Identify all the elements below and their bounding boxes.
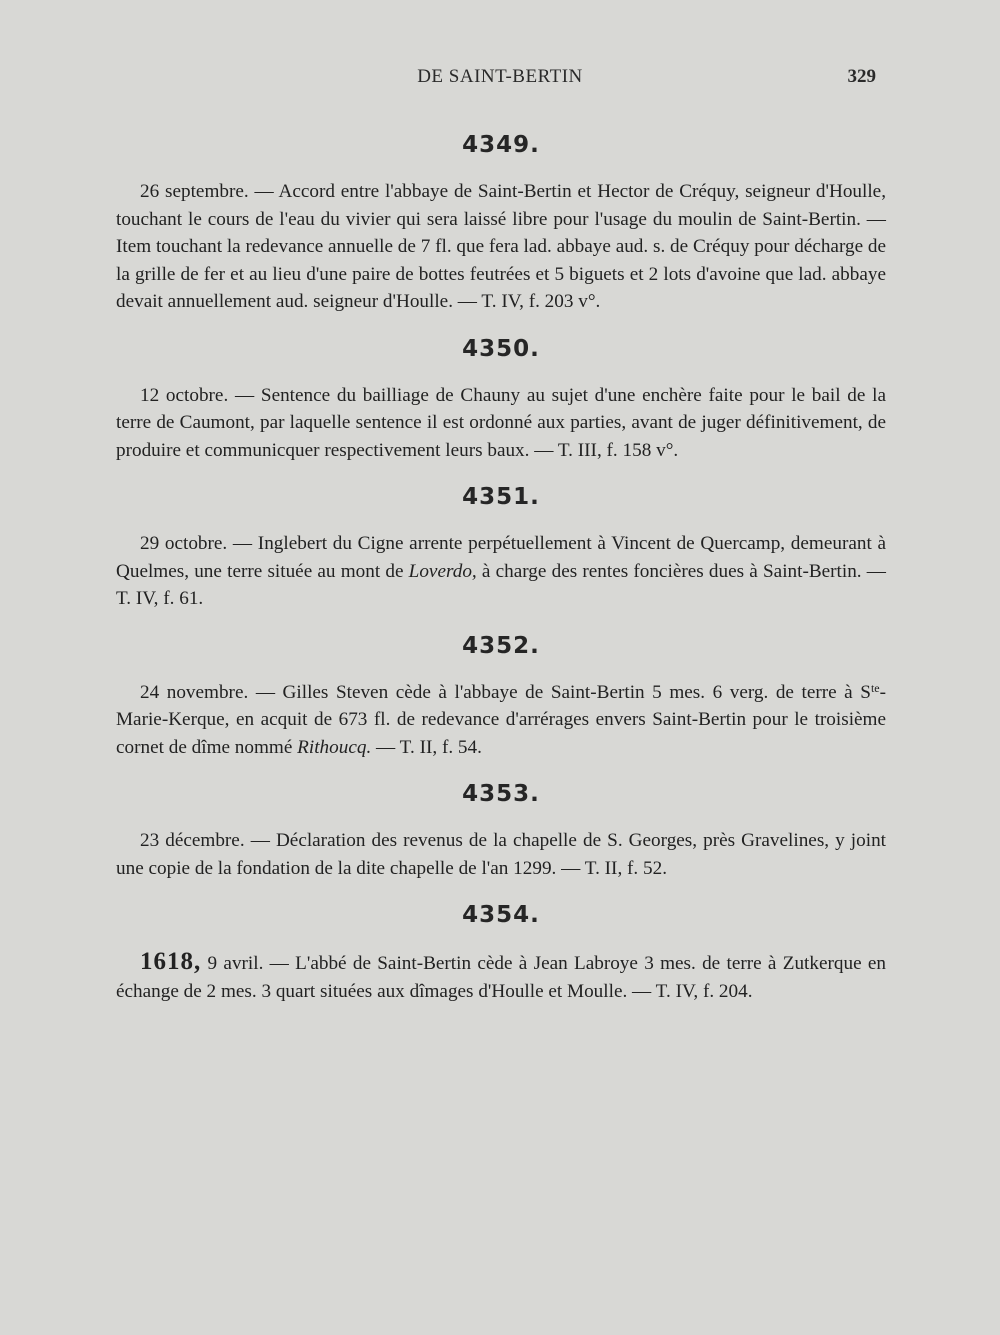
place-name-italic: Loverdo, [408,560,477,582]
entry-number: 4352. [462,632,540,659]
entry-4352 [116,631,886,762]
entry-4349 [116,130,886,316]
entry-text: 26 septembre. — Accord entre l'abbaye de Saint-Bertin et Hector de Créquy, seigneur d'Houlle, touchant le cours de l'eau du vivier qui sera laissé libre pour l'usage du moulin de Saint-Bertin. — Item touchant la redevance annuelle de 7 fl. que fera lad. abbaye aud. s. de Créquy pour décharge de la grille de fer et au lieu d'une paire de bottes feutrées et 5 biguets et 2 lots d'avoine que lad. abbaye devait annuellement aud. seigneur d'Houlle. — T. IV, f. 203 v°. [116,181,887,312]
entry-text: 23 décembre. — Déclaration des revenus de la chapelle de S. Georges, près Gravelines, y joint une copie de la fondation de la dite chapelle de l'an 1299. — T. II, f. 52. [116,830,886,879]
entry-text [116,679,886,762]
entry-text: 12 octobre. — Sentence du bailliage de Chauny au sujet d'une enchère faite pour le bail de la terre de Caumont, par laquelle sentence il est ordonné aux parties, avant de juger définitivement, de produire et communicquer respectivement leurs baux. — T. III, f. 158 v°. [116,384,886,461]
entry-4350 [116,334,886,465]
running-title: DE SAINT-BERTIN [417,66,583,87]
tithe-name-italic: Rithoucq. [297,736,372,758]
entry-number: 4350. [462,335,540,362]
superscript: te [870,680,880,695]
entry-text-part: 24 novembre. — Gilles Steven cède à l'abbaye de Saint-Bertin 5 mes. 6 verg. de terre à S [140,681,871,703]
page-header [116,66,884,96]
entry-number: 4354. [462,902,540,928]
entries-list [116,130,886,1023]
entry-number: 4353. [462,781,540,807]
entry-text-part: -Marie-Kerque, en acquit de 673 fl. de redevance d'arrérages envers Saint-Bertin pour le troisième cornet de dîme nommé [116,681,886,758]
entry-text [116,948,886,1005]
entry-text-part: — T. II, f. 54. [371,736,482,758]
entry-text [116,530,886,613]
entry-4354 [116,900,886,1005]
year-heading: 1618, [140,948,202,975]
entry-number: 4351. [462,484,540,510]
entry-text-part: 29 octobre. — Inglebert du Cigne arrente perpétuellement à Vincent de Quercamp, demeurant à Quelmes, une terre située au mont de [116,533,886,582]
page-number: 329 [847,66,876,87]
entry-4351 [116,482,886,613]
entry-text-part: à charge des rentes foncières dues à Saint-Bertin. — T. IV, f. 61. [116,560,886,609]
entry-number: 4349. [462,132,540,158]
entry-text-part: 9 avril. — L'abbé de Saint-Bertin cède à Jean Labroye 3 mes. de terre à Zutkerque en échange de 2 mes. 3 quart situées aux dîmages d'Houlle et Moulle. — T. IV, f. 204. [116,953,886,1002]
entry-4353 [116,779,886,882]
